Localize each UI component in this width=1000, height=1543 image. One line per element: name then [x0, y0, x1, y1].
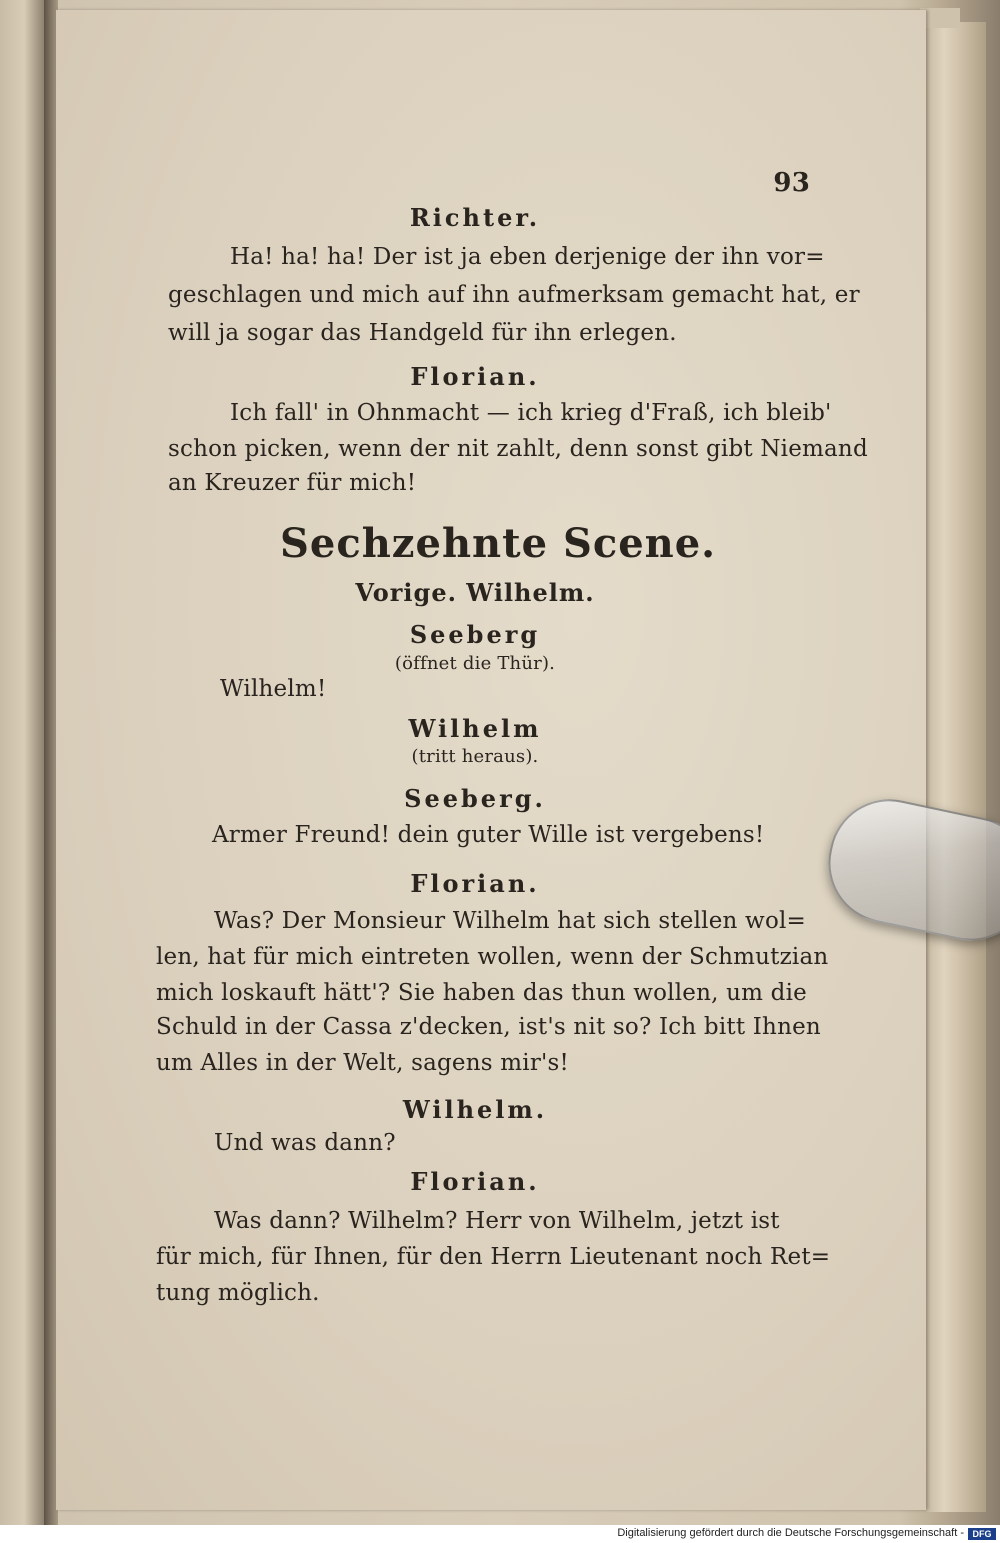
- speaker-seeberg: Seeberg: [409, 620, 541, 649]
- text-line: Und was dann?: [214, 1130, 396, 1156]
- text-line: Schuld in der Cassa z'decken, ist's nit so? Ich bitt Ihnen: [156, 1014, 821, 1040]
- text-line: Ich fall' in Ohnmacht — ich krieg d'Fraß, ich bleib': [230, 400, 832, 426]
- text-line: Armer Freund! dein guter Wille ist vergebens!: [212, 822, 765, 848]
- text-line: Wilhelm!: [220, 676, 327, 702]
- text-line: will ja sogar das Handgeld für ihn erlegen.: [168, 320, 677, 346]
- speaker-florian: Florian.: [410, 869, 540, 898]
- stage-direction: (tritt heraus).: [411, 746, 539, 767]
- right-page-edge: [926, 22, 986, 1512]
- text-line: len, hat für mich eintreten wollen, wenn der Schmutzian: [156, 944, 829, 970]
- speaker-florian: Florian.: [410, 362, 540, 391]
- text-line: geschlagen und mich auf ihn aufmerksam gemacht hat, er: [168, 282, 860, 308]
- footer-credit: Digitalisierung gefördert durch die Deutsche Forschungsgemeinschaft -: [617, 1527, 964, 1539]
- text-line: tung möglich.: [156, 1280, 320, 1306]
- scene-title: Sechzehnte Scene.: [280, 520, 717, 567]
- page-number: 93: [773, 168, 810, 198]
- text-line: Ha! ha! ha! Der ist ja eben derjenige der ihn vor=: [230, 244, 825, 270]
- speaker-wilhelm: Wilhelm: [408, 714, 542, 743]
- speaker-wilhelm: Wilhelm.: [402, 1095, 548, 1124]
- left-page-edge: [0, 0, 44, 1525]
- text-line: um Alles in der Welt, sagens mir's!: [156, 1050, 570, 1076]
- text-line: mich loskauft hätt'? Sie haben das thun wollen, um die: [156, 980, 807, 1006]
- stage-direction: (öffnet die Thür).: [394, 653, 556, 674]
- text-line: Was? Der Monsieur Wilhelm hat sich stellen wol=: [214, 908, 807, 934]
- speaker-florian: Florian.: [410, 1167, 540, 1196]
- scene-cast: Vorige. Wilhelm.: [355, 578, 595, 607]
- page-corner: [920, 8, 960, 28]
- text-line: schon picken, wenn der nit zahlt, denn sonst gibt Niemand: [168, 436, 868, 462]
- text-line: Was dann? Wilhelm? Herr von Wilhelm, jetzt ist: [214, 1208, 780, 1234]
- speaker-seeberg: Seeberg.: [404, 784, 546, 813]
- speaker-richter: Richter.: [409, 203, 541, 232]
- text-line: für mich, für Ihnen, für den Herrn Lieutenant noch Ret=: [156, 1244, 831, 1270]
- text-line: an Kreuzer für mich!: [168, 470, 417, 496]
- dfg-logo: DFG: [968, 1528, 996, 1540]
